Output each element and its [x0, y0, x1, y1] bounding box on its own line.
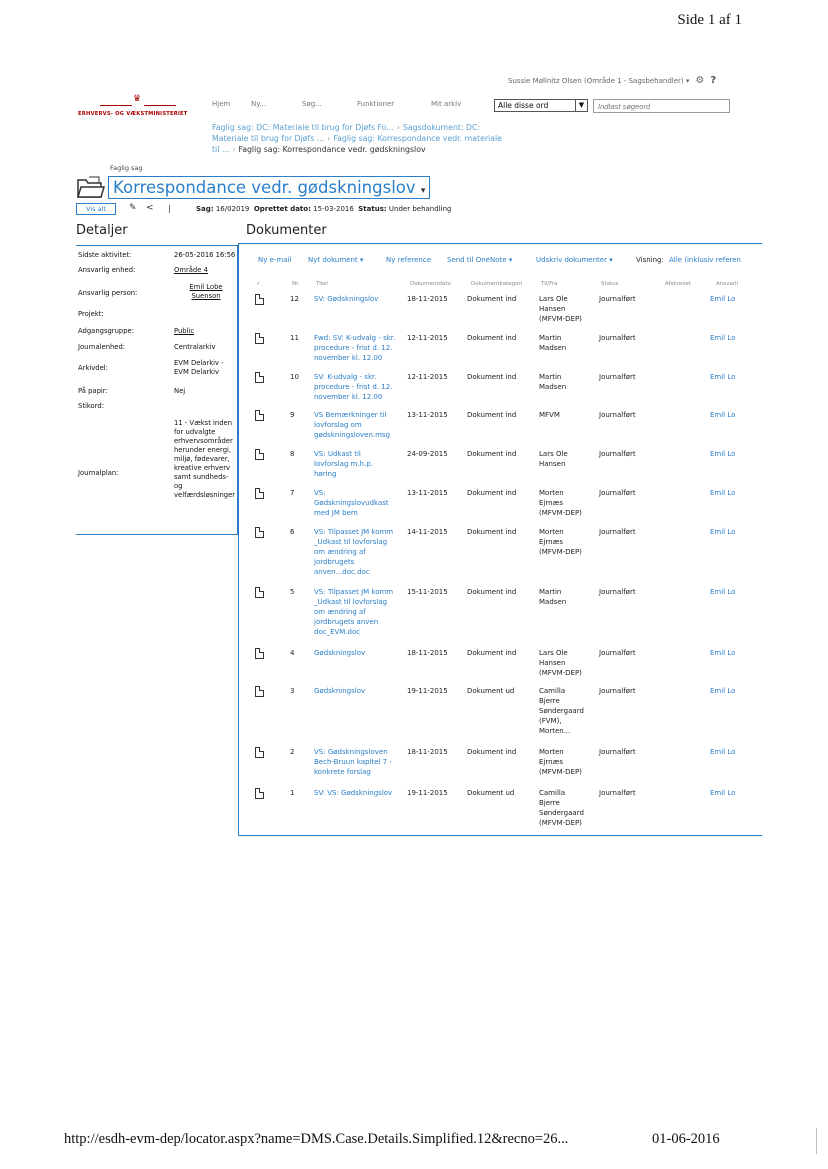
- doc-date: 13-11-2015: [407, 411, 448, 419]
- doc-nr: 12: [290, 295, 299, 303]
- doc-category: Dokument ind: [467, 334, 517, 342]
- archive-part-value: [174, 359, 238, 377]
- doc-responsible-link[interactable]: Emil Lo: [710, 295, 736, 303]
- doc-from-line: Madsen: [539, 344, 567, 352]
- doc-title-link[interactable]: [314, 587, 400, 637]
- doc-title-line: VS: Gødskningsloven: [314, 748, 388, 756]
- doc-from-line: (MFVM-DEP): [539, 819, 582, 827]
- breadcrumb-separator: ›: [396, 123, 400, 132]
- doc-responsible-link[interactable]: Emil Lo: [710, 748, 736, 756]
- breadcrumb-current: Faglig sag: Korrespondance vedr. gødskningslov: [238, 145, 426, 154]
- doc-from-line: Madsen: [539, 598, 567, 606]
- doc-from-line: (MFVM-DEP): [539, 548, 582, 556]
- nav-home[interactable]: Hjem: [212, 100, 231, 108]
- documents-heading: Dokumenter: [246, 223, 327, 238]
- doc-date: 18-11-2015: [407, 748, 448, 756]
- doc-from: [539, 410, 594, 420]
- doc-date: 18-11-2015: [407, 649, 448, 657]
- doc-responsible-link[interactable]: Emil Lo: [710, 687, 736, 695]
- document-icon: [255, 372, 264, 383]
- doc-nr: 2: [290, 748, 295, 756]
- print-documents-button[interactable]: Udskriv dokumenter ▾: [536, 256, 613, 264]
- doc-from-line: Bjerre: [539, 697, 560, 705]
- doc-status: Journalført: [599, 528, 636, 536]
- doc-title-line: _Udkast til lovforslag: [314, 538, 388, 546]
- last-activity-value: 26-05-2016 16:56: [174, 251, 236, 259]
- footer-date: 01-06-2016: [652, 1131, 720, 1147]
- doc-from-line: Morten: [539, 528, 564, 536]
- doc-category: Dokument ind: [467, 450, 517, 458]
- last-activity-label: Sidste aktivitet:: [78, 251, 132, 259]
- crown-icon: ♛: [133, 94, 142, 104]
- doc-status: Journalført: [599, 748, 636, 756]
- nav-search[interactable]: Søg...: [302, 100, 322, 108]
- doc-title-line: høring: [314, 470, 337, 478]
- case-title[interactable]: [108, 176, 430, 199]
- doc-responsible-link[interactable]: Emil Lo: [710, 411, 736, 419]
- doc-title-line: SV: VS: Gødskningslov: [314, 789, 393, 797]
- doc-nr: 7: [290, 489, 295, 497]
- doc-from-line: (MFVM-DEP): [539, 315, 582, 323]
- doc-title-link[interactable]: [314, 294, 400, 304]
- journal-plan-line: 11 - Vækst inden: [174, 419, 233, 427]
- person-first-name: Emil Lobe: [189, 283, 223, 291]
- archive-part-line: EVM Delarkiv: [174, 368, 220, 376]
- gear-icon[interactable]: ⚙: [695, 75, 705, 86]
- document-icon: [255, 788, 264, 799]
- doc-nr: 10: [290, 373, 299, 381]
- page-number-label: Side 1 af 1: [677, 12, 742, 28]
- doc-responsible-link[interactable]: Emil Lo: [710, 373, 736, 381]
- doc-responsible-link[interactable]: Emil Lo: [710, 450, 736, 458]
- doc-from-line: Lars Ole: [539, 450, 568, 458]
- column-responsible[interactable]: Ansvarli: [716, 281, 739, 287]
- footer-url: http://esdh-evm-dep/locator.aspx?name=DMS.Case.Details.Simplified.12&recno=26...: [64, 1131, 569, 1147]
- journal-unit-label: Journalenhed:: [78, 343, 126, 351]
- doc-nr: 6: [290, 528, 295, 536]
- doc-title-link[interactable]: [314, 686, 400, 696]
- doc-from: [539, 372, 594, 392]
- case-number-label: Sag:: [196, 205, 214, 213]
- case-title-caret[interactable]: ▾: [420, 186, 426, 196]
- document-icon: [255, 294, 264, 305]
- journal-plan-line: kreative erhverv: [174, 464, 231, 472]
- doc-from-line: Camilla: [539, 789, 566, 797]
- doc-title-line: november kl. 12.00: [314, 354, 383, 362]
- doc-title-line: konkrete forslag: [314, 768, 371, 776]
- doc-date: 24-09-2015: [407, 450, 448, 458]
- doc-from: [539, 747, 594, 777]
- doc-title-line: doc_EVM.doc: [314, 628, 361, 636]
- doc-date: 19-11-2015: [407, 687, 448, 695]
- document-icon: [255, 333, 264, 344]
- doc-from-line: Bjerre: [539, 799, 560, 807]
- doc-from-line: Madsen: [539, 383, 567, 391]
- case-type-label: Faglig sag: [110, 164, 143, 172]
- doc-nr: 4: [290, 649, 295, 657]
- journal-plan-value: [174, 419, 240, 500]
- doc-nr: 11: [290, 334, 299, 342]
- doc-title-link[interactable]: [314, 372, 400, 402]
- doc-title-line: Gødskningslov: [314, 649, 366, 657]
- doc-title-line: VS: Tilpasset JM komm: [314, 528, 394, 536]
- column-title[interactable]: Titel: [316, 281, 328, 287]
- case-title-text: Korrespondance vedr. gødskningslov: [113, 178, 416, 197]
- folder-icon: [77, 175, 105, 199]
- column-date[interactable]: Dokumentdato: [410, 281, 451, 287]
- doc-from-line: Ejrnæs: [539, 758, 564, 766]
- doc-title-line: november kl. 12.00: [314, 393, 383, 401]
- doc-title-line: _Udkast til lovforslag: [314, 598, 388, 606]
- doc-category: Dokument ind: [467, 411, 517, 419]
- doc-from-line: MFVM: [539, 411, 560, 419]
- journal-plan-line: velfærdsløsninger: [174, 491, 236, 499]
- user-bar: [508, 75, 716, 86]
- doc-title-link[interactable]: [314, 648, 400, 658]
- project-label: Projekt:: [78, 310, 104, 318]
- user-name: Sussie Møllnitz Olsen (Område 1 - Sagsbehandler): [508, 76, 684, 85]
- doc-date: 12-11-2015: [407, 373, 448, 381]
- person-label: Ansvarlig person:: [78, 289, 138, 297]
- details-panel: [76, 245, 238, 535]
- doc-title-line: SV: Gødskningslov: [314, 295, 379, 303]
- doc-from: [539, 488, 594, 518]
- doc-responsible-link[interactable]: Emil Lo: [710, 789, 736, 797]
- doc-status: Journalført: [599, 295, 636, 303]
- doc-nr: 5: [290, 588, 295, 596]
- doc-date: 14-11-2015: [407, 528, 448, 536]
- doc-category: Dokument ind: [467, 373, 517, 381]
- doc-from-line: Hansen: [539, 460, 566, 468]
- doc-title-line: VS: Tilpasset JM komm: [314, 588, 394, 596]
- paper-value: Nej: [174, 387, 186, 395]
- column-from[interactable]: Til/Fra: [541, 281, 558, 287]
- doc-from: [539, 294, 594, 324]
- doc-title-link[interactable]: [314, 410, 400, 440]
- doc-from: [539, 333, 594, 353]
- new-reference-button[interactable]: Ny reference: [386, 256, 432, 264]
- document-icon: [255, 527, 264, 538]
- breadcrumb-item[interactable]: Faglig sag: DC: Materiale til brug for Djøfs Fo...: [212, 123, 394, 132]
- search-scope-value: Alle disse ord: [498, 101, 549, 110]
- created-date-label: Oprettet dato:: [253, 205, 311, 213]
- doc-nr: 9: [290, 411, 295, 419]
- view-select[interactable]: Alle (inklusiv referen: [669, 256, 741, 264]
- search-scope-select[interactable]: [494, 99, 588, 112]
- doc-title-line: jordbrugets: [314, 558, 355, 566]
- doc-status: Journalført: [599, 789, 636, 797]
- doc-category: Dokument ind: [467, 748, 517, 756]
- doc-title-line: gødskningsloven.msg: [314, 431, 391, 439]
- doc-status: Journalført: [599, 450, 636, 458]
- access-group-link[interactable]: Public: [174, 327, 195, 335]
- doc-from: [539, 587, 594, 607]
- doc-title-line: lovforslag m.h.p.: [314, 460, 373, 468]
- doc-title-line: Fwd: SV: K-udvalg - skr.: [314, 334, 396, 342]
- doc-category: Dokument ind: [467, 528, 517, 536]
- doc-title-line: Gødskningslov: [314, 687, 366, 695]
- column-nr[interactable]: Nr.: [292, 281, 300, 287]
- doc-title-link[interactable]: [314, 449, 400, 479]
- document-icon: [255, 410, 264, 421]
- doc-from-line: Martin: [539, 373, 562, 381]
- doc-category: Dokument ind: [467, 649, 517, 657]
- doc-nr: 3: [290, 687, 295, 695]
- case-meta: [196, 205, 451, 213]
- doc-from-line: Morten: [539, 748, 564, 756]
- doc-title-link[interactable]: [314, 527, 400, 577]
- doc-title-link[interactable]: [314, 747, 400, 777]
- breadcrumb-item[interactable]: Sagsdokument: DC: Materiale til brug for Djøfs ...: [212, 123, 481, 143]
- document-icon: [255, 488, 264, 499]
- doc-title-line: SV: K-udvalg - skr.: [314, 373, 377, 381]
- doc-from-line: Ejrnæs: [539, 538, 564, 546]
- doc-category: Dokument ind: [467, 489, 517, 497]
- journal-plan-line: for udvalgte: [174, 428, 216, 436]
- keywords-label: Stikord:: [78, 402, 104, 410]
- document-icon: [255, 587, 264, 598]
- new-email-button[interactable]: Ny e-mail: [258, 256, 292, 264]
- logo-text: ERHVERVS- OG VÆKSTMINISTERIET: [78, 111, 188, 117]
- journal-plan-label: Journalplan:: [78, 469, 119, 477]
- chevron-down-icon[interactable]: ▼: [575, 100, 587, 111]
- status-label: Status:: [358, 205, 387, 213]
- journal-plan-line: og: [174, 482, 183, 490]
- doc-responsible-link[interactable]: Emil Lo: [710, 489, 736, 497]
- doc-title-line: Gødskningslovudkast: [314, 499, 389, 507]
- document-icon: [255, 747, 264, 758]
- doc-from-line: Hansen: [539, 659, 566, 667]
- toolbar-divider: |: [168, 204, 171, 213]
- view-label: Visning:: [636, 256, 664, 264]
- column-category[interactable]: Dokumentkategori: [471, 281, 523, 287]
- breadcrumb-separator: ›: [232, 145, 236, 154]
- doc-title-line: lovforslag om: [314, 421, 362, 429]
- doc-from-line: (MFVM-DEP): [539, 768, 582, 776]
- doc-from-line: (MFVM-DEP): [539, 669, 582, 677]
- doc-from: [539, 686, 594, 736]
- doc-status: Journalført: [599, 373, 636, 381]
- user-menu-caret: ▾: [685, 76, 690, 85]
- doc-title-line: om ændring af: [314, 608, 366, 616]
- nav-new[interactable]: Ny...: [251, 100, 267, 108]
- archive-part-line: EVM Delarkiv -: [174, 359, 224, 367]
- show-all-button[interactable]: Vis alt: [76, 203, 116, 215]
- nav-my-archive[interactable]: Mit arkiv: [431, 100, 462, 108]
- journal-unit-value: Centralarkiv: [174, 343, 216, 351]
- archive-part-label: Arkivdel:: [78, 364, 108, 372]
- journal-plan-line: herunder energi,: [174, 446, 232, 454]
- breadcrumb-separator: ›: [327, 134, 331, 143]
- search-input[interactable]: [593, 99, 730, 113]
- doc-from-line: Morten: [539, 489, 564, 497]
- doc-from-line: Lars Ole: [539, 649, 568, 657]
- doc-category: Dokument ud: [467, 789, 515, 797]
- doc-nr: 8: [290, 450, 295, 458]
- doc-category: Dokument ind: [467, 295, 517, 303]
- doc-from-line: Camilla: [539, 687, 566, 695]
- doc-status: Journalført: [599, 687, 636, 695]
- doc-title-line: procedure - frist d. 12.: [314, 383, 393, 391]
- person-last-name: Suenson: [191, 292, 221, 300]
- doc-from-line: Lars Ole: [539, 295, 568, 303]
- user-menu[interactable]: [508, 77, 689, 85]
- doc-title-link[interactable]: [314, 488, 400, 518]
- pin-icon[interactable]: ✎: [129, 203, 137, 213]
- document-icon: [255, 449, 264, 460]
- doc-title-line: Bech-Bruun kapitel 7 -: [314, 758, 392, 766]
- nav-functions[interactable]: Funktioner: [357, 100, 395, 108]
- unit-link[interactable]: Område 4: [174, 266, 208, 274]
- doc-category: Dokument ind: [467, 588, 517, 596]
- page-edge-divider: [816, 1128, 817, 1154]
- doc-title-line: VS: Udkast til: [314, 450, 361, 458]
- journal-plan-line: erhvervsområder: [174, 437, 233, 445]
- help-icon[interactable]: ?: [710, 75, 717, 86]
- doc-from-line: Morten...: [539, 727, 571, 735]
- doc-from-line: Martin: [539, 334, 562, 342]
- doc-from-line: Søndergaard: [539, 809, 584, 817]
- doc-responsible-link[interactable]: Emil Lo: [710, 334, 736, 342]
- doc-responsible-link[interactable]: Emil Lo: [710, 649, 736, 657]
- doc-status: Journalført: [599, 334, 636, 342]
- doc-date: 12-11-2015: [407, 334, 448, 342]
- doc-from: [539, 527, 594, 557]
- doc-title-line: med JM bem: [314, 509, 358, 517]
- doc-from-line: Martin: [539, 588, 562, 596]
- doc-title-line: VS:: [314, 489, 326, 497]
- doc-nr: 1: [290, 789, 295, 797]
- doc-from-line: Søndergaard: [539, 707, 584, 715]
- case-number: 16/02019: [215, 205, 250, 213]
- doc-title-line: jordbrugets anven: [314, 618, 379, 626]
- doc-date: 19-11-2015: [407, 789, 448, 797]
- doc-from: [539, 449, 594, 469]
- column-archived[interactable]: Afskrevet: [665, 281, 691, 287]
- send-to-onenote-button[interactable]: Send til OneNote ▾: [447, 256, 513, 264]
- paper-label: På papir:: [78, 387, 108, 395]
- person-link[interactable]: [174, 283, 238, 301]
- journal-plan-line: miljø, fødevarer,: [174, 455, 230, 463]
- doc-responsible-link[interactable]: Emil Lo: [710, 528, 736, 536]
- doc-title-line: anven...doc.doc: [314, 568, 370, 576]
- created-date: 15-03-2016: [313, 205, 354, 213]
- document-icon: [255, 686, 264, 697]
- ministry-logo[interactable]: [78, 94, 198, 124]
- doc-from: [539, 648, 594, 678]
- doc-from-line: Ejrnæs: [539, 499, 564, 507]
- column-check[interactable]: ✓: [256, 281, 261, 287]
- doc-responsible-link[interactable]: Emil Lo: [710, 588, 736, 596]
- doc-from: [539, 788, 594, 828]
- doc-title-line: om ændring af: [314, 548, 366, 556]
- doc-status: Journalført: [599, 588, 636, 596]
- column-status[interactable]: Status: [601, 281, 619, 287]
- doc-title-link[interactable]: [314, 788, 400, 798]
- doc-title-link[interactable]: [314, 333, 400, 363]
- doc-title-line: procedure - frist d. 12.: [314, 344, 393, 352]
- new-document-button[interactable]: Nyt dokument ▾: [308, 256, 364, 264]
- doc-date: 13-11-2015: [407, 489, 448, 497]
- case-status: Under behandling: [388, 205, 452, 213]
- details-heading: Detaljer: [76, 223, 128, 238]
- journal-plan-line: samt sundheds-: [174, 473, 229, 481]
- doc-category: Dokument ud: [467, 687, 515, 695]
- doc-date: 15-11-2015: [407, 588, 448, 596]
- doc-status: Journalført: [599, 489, 636, 497]
- doc-status: Journalført: [599, 649, 636, 657]
- document-icon: [255, 648, 264, 659]
- share-icon[interactable]: <: [146, 203, 154, 213]
- doc-date: 18-11-2015: [407, 295, 448, 303]
- doc-from-line: (MFVM-DEP): [539, 509, 582, 517]
- doc-title-line: VS Bemærkninger til: [314, 411, 387, 419]
- doc-from-line: (FVM),: [539, 717, 562, 725]
- breadcrumb: [212, 122, 502, 155]
- breadcrumb-item[interactable]: Faglig sag: Korrespondance vedr. materiale til ...: [212, 134, 502, 154]
- doc-from-line: Hansen: [539, 305, 566, 313]
- doc-status: Journalført: [599, 411, 636, 419]
- access-group-label: Adgangsgruppe:: [78, 327, 135, 335]
- unit-label: Ansvarlig enhed:: [78, 266, 136, 274]
